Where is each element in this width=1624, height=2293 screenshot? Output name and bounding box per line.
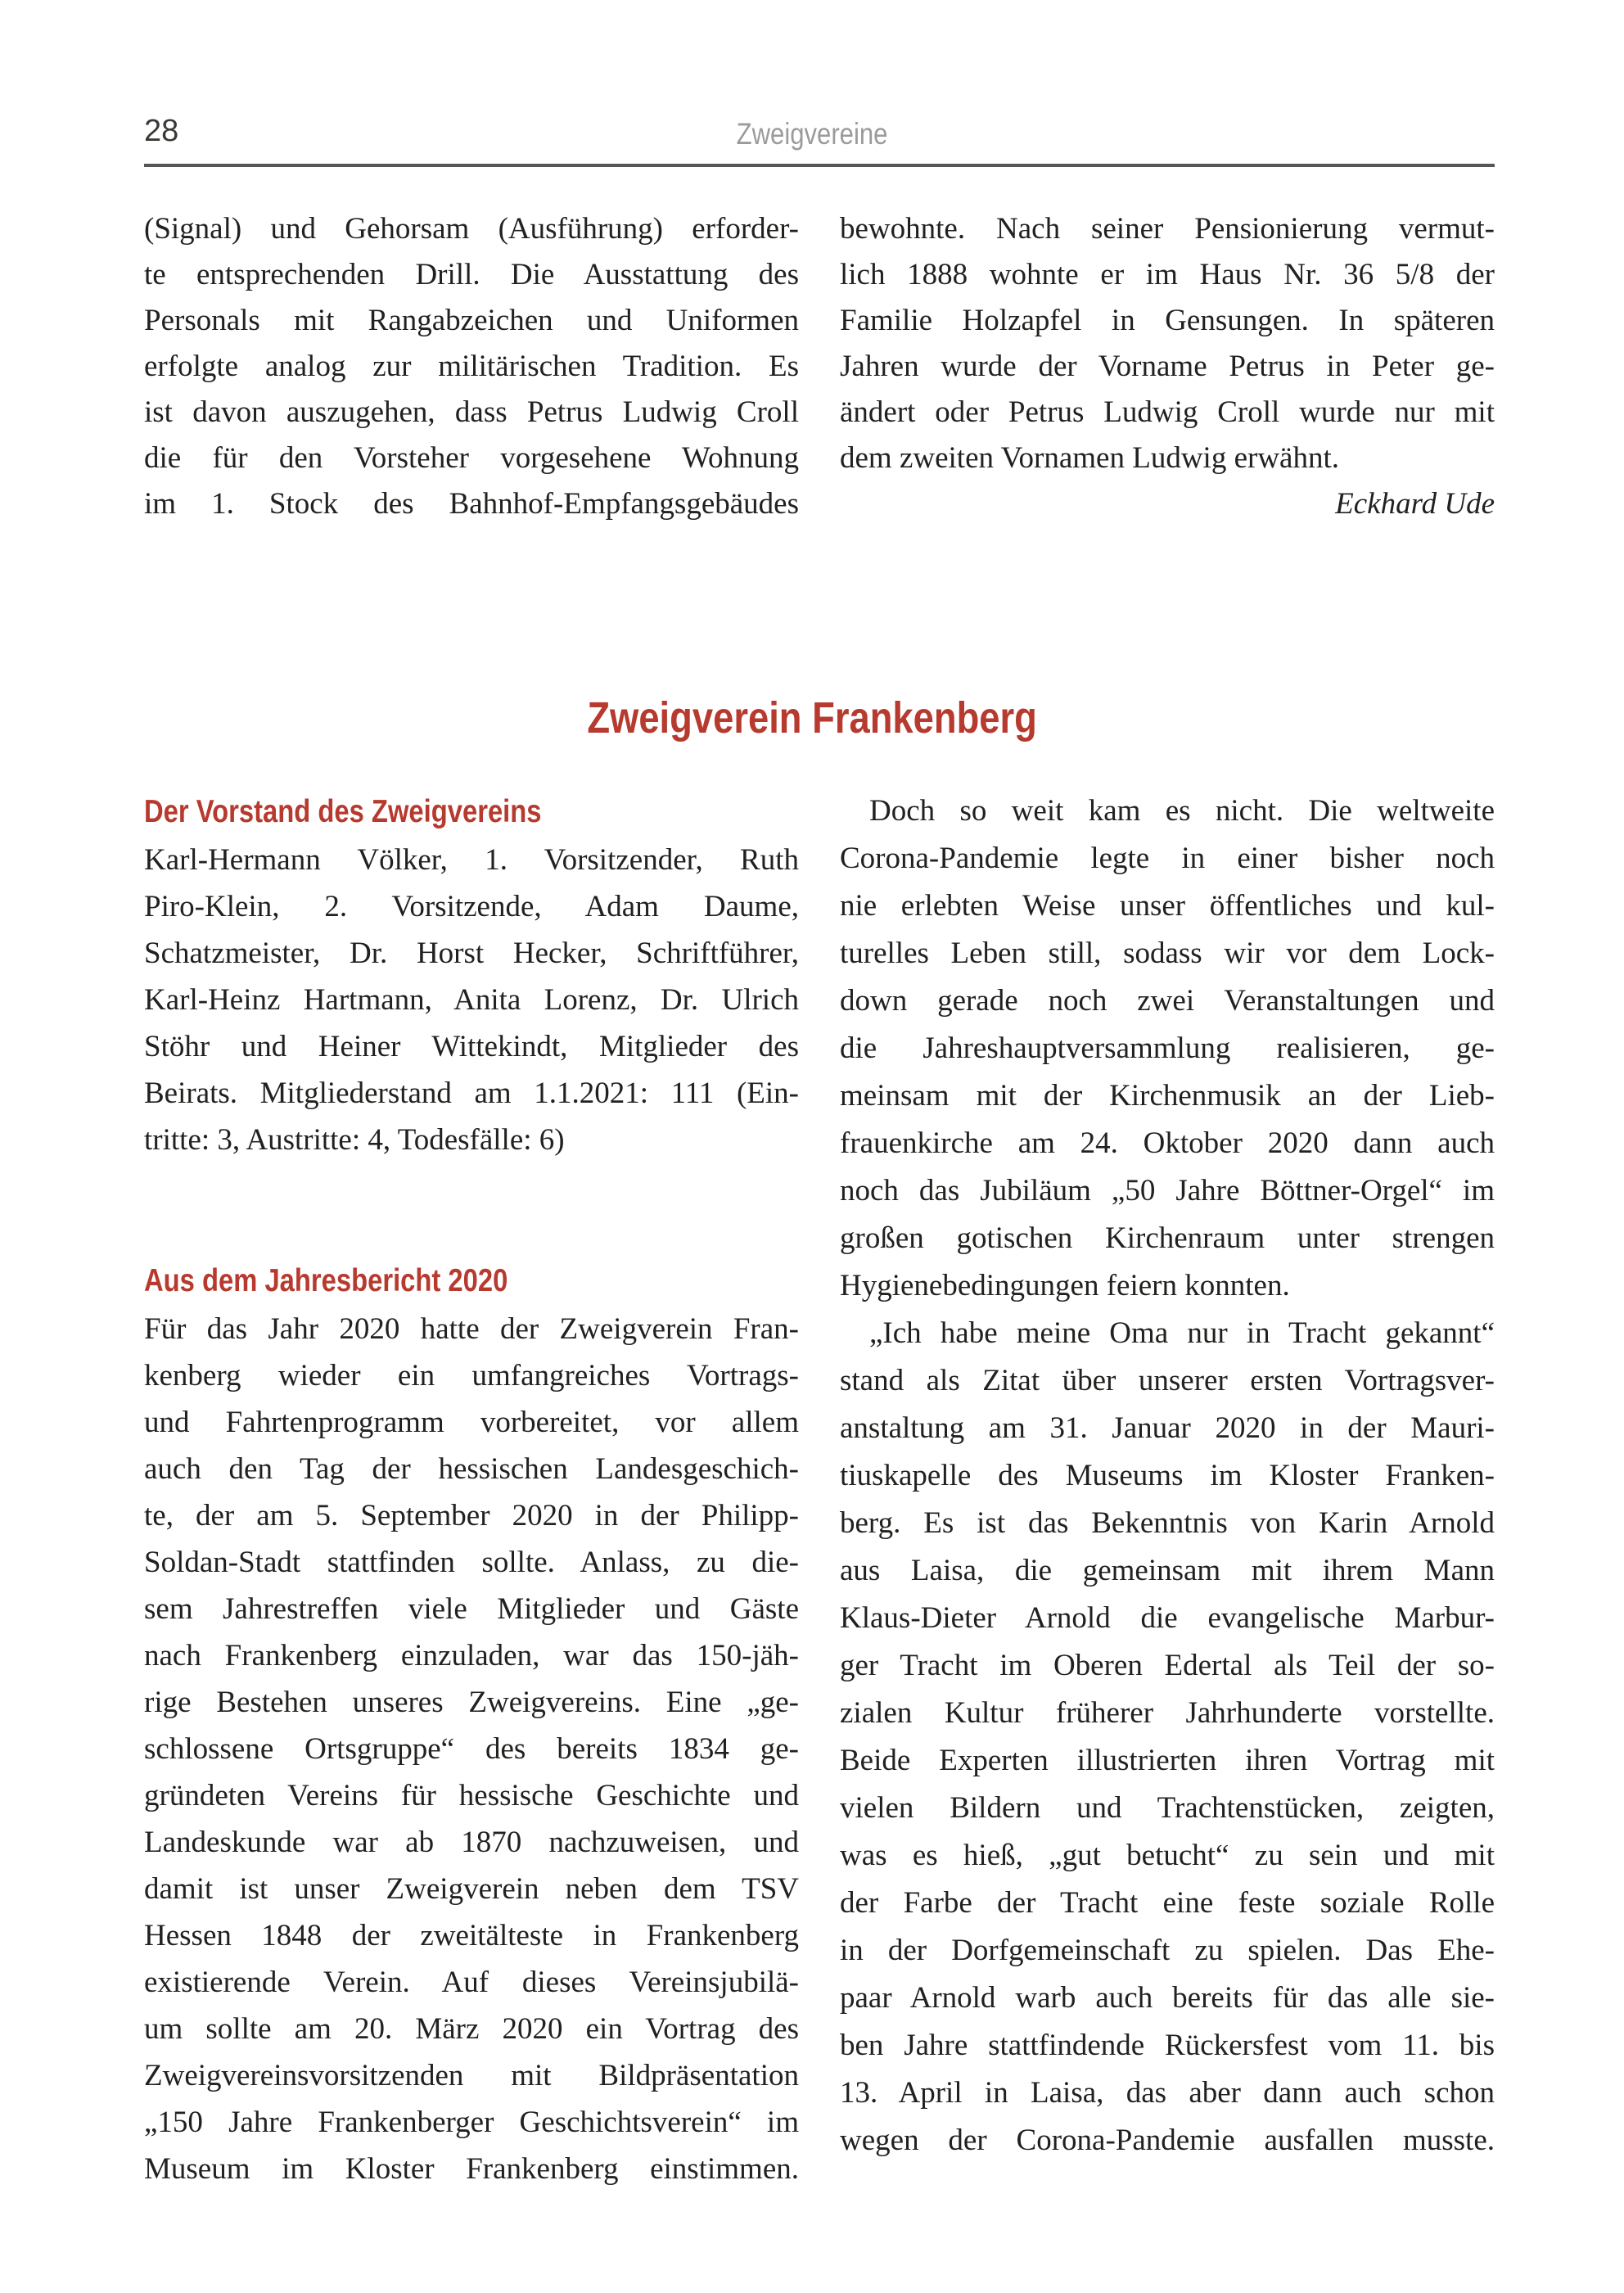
- text-line: „Ich habe meine Oma nur in Tracht gekannt“: [869, 1316, 1495, 1350]
- text-line: tiuskapelle des Museums im Kloster Franken-: [840, 1459, 1495, 1492]
- top-article-right-text: [840, 206, 1495, 481]
- text-line: gründeten Vereins für hessische Geschichte und: [144, 1779, 799, 1812]
- text-line: „150 Jahre Frankenberger Geschichtsverein“ im: [144, 2106, 799, 2139]
- text-line: Karl-Hermann Völker, 1. Vorsitzender, Ruth: [144, 843, 799, 877]
- text-line: turelles Leben still, sodass wir vor dem Lock-: [840, 937, 1495, 970]
- header-rule: [144, 164, 1495, 167]
- text-line: Doch so weit kam es nicht. Die weltweite: [869, 794, 1495, 828]
- text-line: dem zweiten Vornamen Ludwig erwähnt.: [840, 441, 1339, 475]
- vorstand-paragraph: [144, 837, 799, 1163]
- text-line: schlossene Ortsgruppe“ des bereits 1834 ge-: [144, 1732, 799, 1766]
- text-line: ändert oder Petrus Ludwig Croll wurde nur mit: [840, 395, 1495, 429]
- running-head-label: Zweigvereine: [736, 117, 888, 151]
- subheading-vorstand-label: Der Vorstand des Zweigvereins: [144, 794, 542, 829]
- text-line: tritte: 3, Austritte: 4, Todesfälle: 6): [144, 1123, 565, 1157]
- text-line: zialen Kultur früherer Jahrhunderte vorstellte.: [840, 1696, 1495, 1730]
- text-line: (Signal) und Gehorsam (Ausführung) erforder-: [144, 212, 799, 246]
- text-line: Corona-Pandemie legte in einer bisher noch: [840, 842, 1495, 875]
- text-line: damit ist unser Zweigverein neben dem TSV: [144, 1872, 799, 1906]
- text-line: in der Dorfgemeinschaft zu spielen. Das Ehe-: [840, 1934, 1495, 1967]
- text-line: rige Bestehen unseres Zweigvereins. Eine „ge-: [144, 1686, 799, 1719]
- text-line: auch den Tag der hessischen Landesgeschich-: [144, 1452, 799, 1486]
- text-line: der Farbe der Tracht eine feste soziale Rolle: [840, 1886, 1495, 1920]
- tracht-paragraph: [840, 1310, 1495, 2164]
- text-line: Personals mit Rangabzeichen und Uniformen: [144, 304, 799, 337]
- text-line: ist davon auszugehen, dass Petrus Ludwig Croll: [144, 395, 799, 429]
- text-line: bewohnte. Nach seiner Pensionierung vermut-: [840, 212, 1495, 246]
- text-line: sem Jahrestreffen viele Mitglieder und Gäste: [144, 1592, 799, 1626]
- top-article-left-column: [144, 206, 799, 527]
- text-line: anstaltung am 31. Januar 2020 in der Mauri-: [840, 1411, 1495, 1445]
- text-line: nach Frankenberg einzuladen, war das 150-jäh-: [144, 1639, 799, 1672]
- text-line: Museum im Kloster Frankenberg einstimmen.: [144, 2152, 799, 2186]
- text-line: im 1. Stock des Bahnhof-Empfangsgebäudes: [144, 487, 799, 521]
- text-line: Beirats. Mitgliederstand am 1.1.2021: 111 (Ein-: [144, 1077, 799, 1110]
- page-number: 28: [144, 114, 179, 148]
- text-line: nie erlebten Weise unser öffentliches und kul-: [840, 889, 1495, 923]
- text-line: die für den Vorsteher vorgesehene Wohnung: [144, 441, 799, 475]
- text-line: Hessen 1848 der zweitälteste in Frankenberg: [144, 1919, 799, 1952]
- text-line: Klaus-Dieter Arnold die evangelische Marbur-: [840, 1601, 1495, 1635]
- text-line: die Jahreshauptversammlung realisieren, ge-: [840, 1031, 1495, 1065]
- text-line: um sollte am 20. März 2020 ein Vortrag des: [144, 2012, 799, 2046]
- section-title-label: Zweigverein Frankenberg: [587, 693, 1037, 743]
- text-line: te entsprechenden Drill. Die Ausstattung des: [144, 258, 799, 291]
- text-line: großen gotischen Kirchenraum unter strengen: [840, 1221, 1495, 1255]
- running-head: [0, 116, 1624, 152]
- section-title: [0, 692, 1624, 744]
- section-gap: [144, 1163, 799, 1257]
- text-line: meinsam mit der Kirchenmusik an der Lieb-: [840, 1079, 1495, 1113]
- subheading-vorstand: [144, 788, 799, 837]
- text-line: und Fahrtenprogramm vorbereitet, vor allem: [144, 1406, 799, 1439]
- text-line: frauenkirche am 24. Oktober 2020 dann auch: [840, 1126, 1495, 1160]
- text-line: was es hieß, „gut betucht“ zu sein und mit: [840, 1839, 1495, 1872]
- text-line: stand als Zitat über unserer ersten Vortragsver-: [840, 1364, 1495, 1397]
- subheading-jahresbericht: [144, 1257, 799, 1306]
- text-line: down gerade noch zwei Veranstaltungen und: [840, 984, 1495, 1018]
- text-line: Hygienebedingungen feiern konnten.: [840, 1269, 1290, 1302]
- text-line: Piro-Klein, 2. Vorsitzende, Adam Daume,: [144, 890, 799, 923]
- corona-paragraph: [840, 788, 1495, 1310]
- author-signature: Eckhard Ude: [1335, 487, 1495, 521]
- section-right-column: [840, 788, 1495, 2164]
- text-line: existierende Verein. Auf dieses Vereinsjubilä-: [144, 1966, 799, 1999]
- text-line: berg. Es ist das Bekenntnis von Karin Arnold: [840, 1506, 1495, 1540]
- text-line: Stöhr und Heiner Wittekindt, Mitglieder des: [144, 1030, 799, 1063]
- text-line: aus Laisa, die gemeinsam mit ihrem Mann: [840, 1554, 1495, 1587]
- text-line: Zweigvereinsvorsitzenden mit Bildpräsentation: [144, 2059, 799, 2092]
- text-line: ben Jahre stattfindende Rückersfest vom 11. bis: [840, 2029, 1495, 2062]
- section-left-column: [144, 788, 799, 2192]
- text-line: Landeskunde war ab 1870 nachzuweisen, und: [144, 1826, 799, 1859]
- text-line: 13. April in Laisa, das aber dann auch schon: [840, 2076, 1495, 2110]
- text-line: Karl-Heinz Hartmann, Anita Lorenz, Dr. Ulrich: [144, 983, 799, 1017]
- subheading-jahresbericht-label: Aus dem Jahresbericht 2020: [144, 1263, 508, 1298]
- text-line: ger Tracht im Oberen Edertal als Teil der so-: [840, 1649, 1495, 1682]
- top-article-right-column: [840, 206, 1495, 527]
- text-line: Schatzmeister, Dr. Horst Hecker, Schriftführer,: [144, 937, 799, 970]
- text-line: wegen der Corona-Pandemie ausfallen musste.: [840, 2124, 1495, 2157]
- text-line: kenberg wieder ein umfangreiches Vortrags-: [144, 1359, 799, 1393]
- text-line: te, der am 5. September 2020 in der Philipp-: [144, 1499, 799, 1532]
- text-line: erfolgte analog zur militärischen Tradition. Es: [144, 350, 799, 383]
- text-line: noch das Jubiläum „50 Jahre Böttner-Orgel“ im: [840, 1174, 1495, 1207]
- text-line: Familie Holzapfel in Gensungen. In späteren: [840, 304, 1495, 337]
- text-line: Beide Experten illustrierten ihren Vortrag mit: [840, 1744, 1495, 1777]
- text-line: Für das Jahr 2020 hatte der Zweigverein Fran-: [144, 1312, 799, 1346]
- text-line: Soldan-Stadt stattfinden sollte. Anlass, zu die-: [144, 1546, 799, 1579]
- text-line: lich 1888 wohnte er im Haus Nr. 36 5/8 der: [840, 258, 1495, 291]
- text-line: paar Arnold warb auch bereits für das alle sie-: [840, 1981, 1495, 2015]
- text-line: Jahren wurde der Vorname Petrus in Peter ge-: [840, 350, 1495, 383]
- jahresbericht-paragraph: [144, 1306, 799, 2192]
- text-line: vielen Bildern und Trachtenstücken, zeigten,: [840, 1791, 1495, 1825]
